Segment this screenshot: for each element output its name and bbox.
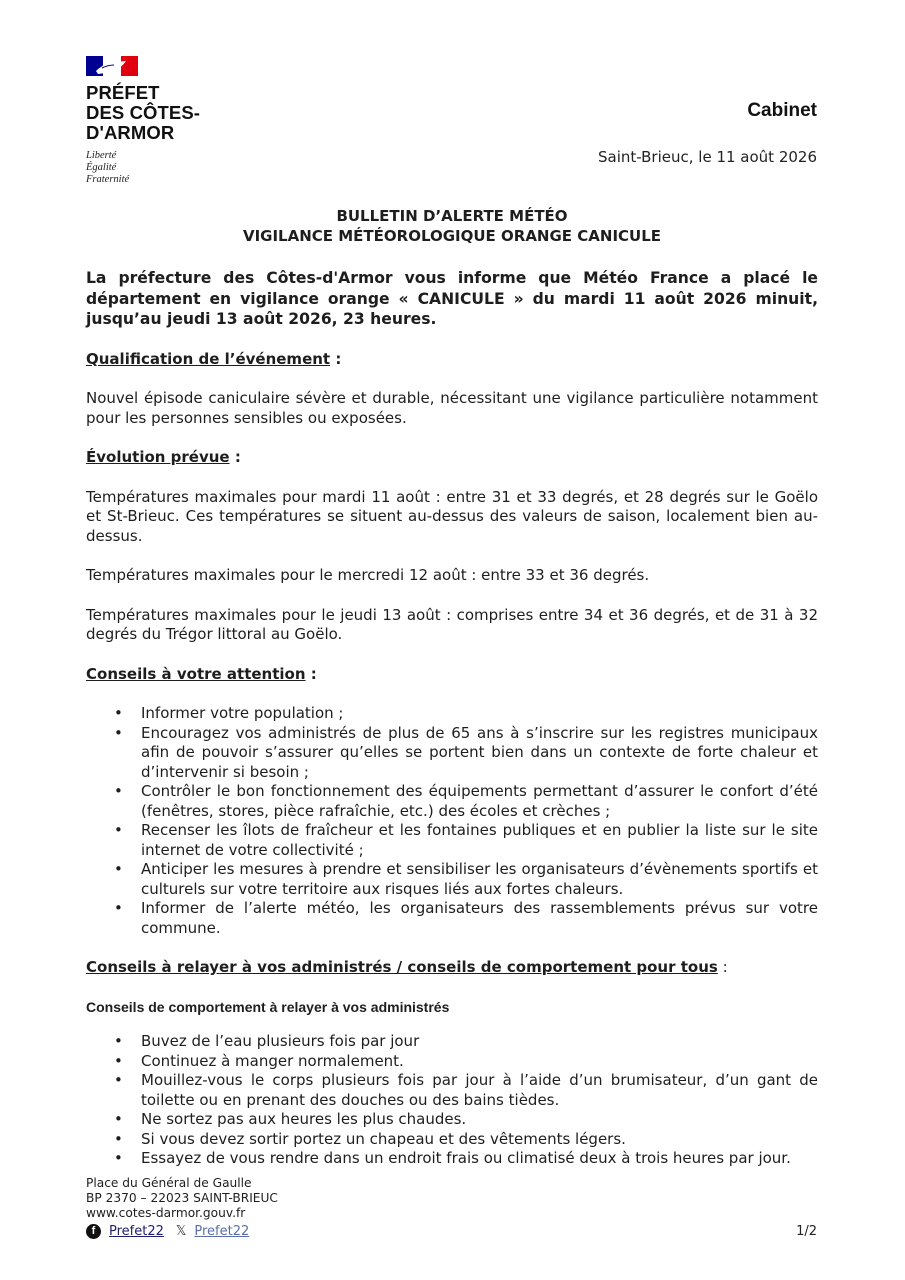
list-item: • Continuez à manger normalement.	[114, 1051, 404, 1070]
evolution-paragraph: Températures maximales pour le mercredi 12 août : entre 33 et 36 degrés.	[86, 566, 650, 584]
address-line: Place du Général de Gaulle	[86, 1176, 252, 1190]
marianne-flag-icon	[86, 56, 138, 76]
qualification-text: Nouvel épisode caniculaire sévère et durable, nécessitant une vigilance particulière notamment pour les personnes sensibles ou exposées.	[86, 389, 818, 427]
section-conseils-relayer-heading: Conseils à relayer à vos administrés / conseils de comportement pour tous :	[86, 958, 728, 976]
republic-motto: Liberté Égalité Fraternité	[86, 150, 130, 185]
social-links	[86, 1224, 278, 1239]
list-item: • Essayez de vous rendre dans un endroit frais ou climatisé deux à trois heures par jour.	[114, 1149, 791, 1167]
list-item: • Mouillez-vous le corps plusieurs fois par jour à l’aide d’un brumisateur, d’un gant de toilette ou en prenant des douches ou des bains tièdes.	[114, 1071, 818, 1109]
section-evolution-heading: Évolution prévue :	[86, 448, 241, 466]
conseils-relayer-subheading: Conseils de comportement à relayer à vos administrés	[86, 998, 450, 1015]
list-item: • Anticiper les mesures à prendre et sensibiliser les organisateurs d’évènements sportifs et culturels sur votre territoire aux risques liés aux fortes chaleurs.	[114, 860, 818, 898]
section-qualification-heading: Qualification de l’événement :	[86, 349, 342, 368]
x-twitter-icon[interactable]: 𝕏	[175, 1224, 187, 1239]
evolution-paragraph: Températures maximales pour mardi 11 août : entre 31 et 33 degrés, et 28 degrés sur le Goëlo et St-Brieuc. Ces températures se situent au-dessus des valeurs de saison, localement bien au-dessus.	[86, 487, 818, 545]
facebook-icon[interactable]: f	[86, 1224, 101, 1239]
list-item: • Buvez de l’eau plusieurs fois par jour	[114, 1032, 420, 1050]
list-item: • Si vous devez sortir portez un chapeau et des vêtements légers.	[114, 1129, 626, 1148]
bulletin-title: BULLETIN D’ALERTE MÉTÉO VIGILANCE MÉTÉOROLOGIQUE ORANGE CANICULE	[242, 207, 662, 245]
prefecture-logo	[86, 56, 286, 186]
bulletin-intro: La préfecture des Côtes-d'Armor vous informe que Météo France a placé le département en vigilance orange « CANICULE » du mardi 11 août 2026 minuit, jusqu’au jeudi 13 août 2026, 23 heures.	[86, 269, 818, 328]
prefecture-name: PRÉFET DES CÔTES- D'ARMOR	[86, 82, 201, 143]
evolution-paragraph: Températures maximales pour le jeudi 13 août : comprises entre 34 et 36 degrés, et de 31 à 32 degrés du Trégor littoral au Goëlo.	[86, 605, 818, 643]
section-conseils-attention-heading: Conseils à votre attention :	[86, 664, 317, 683]
service-name: Cabinet	[747, 100, 817, 121]
x-twitter-link[interactable]: Prefet22	[194, 1224, 250, 1239]
list-item: • Informer votre population ;	[114, 704, 344, 722]
address-line: BP 2370 – 22023 SAINT-BRIEUC	[86, 1191, 278, 1205]
conseils-attention-list	[86, 704, 818, 938]
bulletin-body	[86, 207, 818, 1169]
website-link[interactable]: www.cotes-darmor.gouv.fr	[86, 1206, 246, 1220]
list-item: • Ne sortez pas aux heures les plus chaudes.	[114, 1110, 467, 1128]
list-item: • Encouragez vos administrés de plus de 65 ans à s’inscrire sur les registres municipaux afin de pouvoir s’assurer qu’elles se portent bien dans un contexte de forte chaleur et d’intervenir si besoin ;	[114, 723, 818, 781]
page-number: 1/2	[796, 1224, 817, 1239]
facebook-link[interactable]: Prefet22	[109, 1224, 164, 1239]
place-date: Saint-Brieuc, le 11 août 2026	[597, 148, 817, 166]
list-item: • Recenser les îlots de fraîcheur et les fontaines publiques et en publier la liste sur le site internet de votre collectivité ;	[114, 821, 818, 859]
conseils-relayer-list	[86, 1032, 818, 1169]
list-item: • Informer de l’alerte météo, les organisateurs des rassemblements prévus sur votre commune.	[114, 899, 818, 937]
list-item: • Contrôler le bon fonctionnement des équipements permettant d’assurer le confort d’été (fenêtres, stores, pièce rafraîchie, etc.) des écoles et crèches ;	[114, 782, 818, 820]
footer-address	[86, 1176, 278, 1239]
